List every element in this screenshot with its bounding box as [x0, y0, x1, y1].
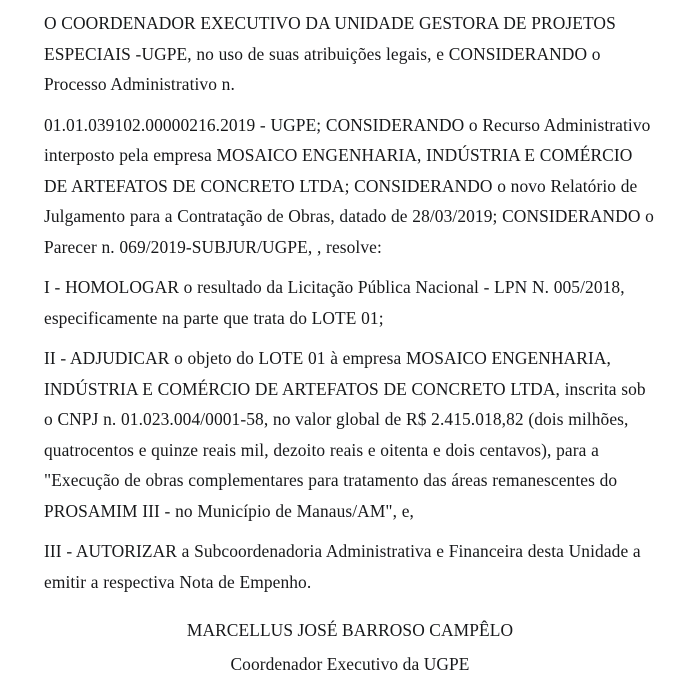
- paragraph-item-ii: II - ADJUDICAR o objeto do LOTE 01 à empresa MOSAICO ENGENHARIA, INDÚSTRIA E COMÉRCIO DE ARTEFATOS DE CONCRETO LTDA, inscrita sob o CNPJ n. 01.023.004/0001-58, no valor global de R$ 2.415.018,82 (dois milhões, quatrocentos e quinze reais mil, dezoito reais e oitenta e dois centavos), para a "Execução de obras complementares para tratamento das áreas remanescentes do PROSAMIM III - no Município de Manaus/AM", e,: [44, 348, 646, 521]
- paragraph-item-iii: III - AUTORIZAR a Subcoordenadoria Administrativa e Financeira desta Unidade a emitir a respectiva Nota de Empenho.: [44, 541, 641, 592]
- signature-block: [44, 615, 656, 679]
- paragraph-considerandos: 01.01.039102.00000216.2019 - UGPE; CONSIDERANDO o Recurso Administrativo interposto pela empresa MOSAICO ENGENHARIA, INDÚSTRIA E COMÉRCIO DE ARTEFATOS DE CONCRETO LTDA; CONSIDERANDO o novo Relatório de Julgamento para a Contratação de Obras, datado de 28/03/2019; CONSIDERANDO o Parecer n. 069/2019-SUBJUR/UGPE, , resolve:: [44, 114, 654, 257]
- signatory-name: MARCELLUS JOSÉ BARROSO CAMPÊLO: [186, 620, 514, 640]
- paragraph-preamble: O COORDENADOR EXECUTIVO DA UNIDADE GESTORA DE PROJETOS ESPECIAIS -UGPE, no uso de suas atribuições legais, e CONSIDERANDO o Processo Administrativo n.: [44, 13, 616, 94]
- signatory-role: Coordenador Executivo da UGPE: [230, 654, 470, 674]
- paragraph-item-i: I - HOMOLOGAR o resultado da Licitação Pública Nacional - LPN N. 005/2018, especificamente na parte que trata do LOTE 01;: [44, 277, 625, 328]
